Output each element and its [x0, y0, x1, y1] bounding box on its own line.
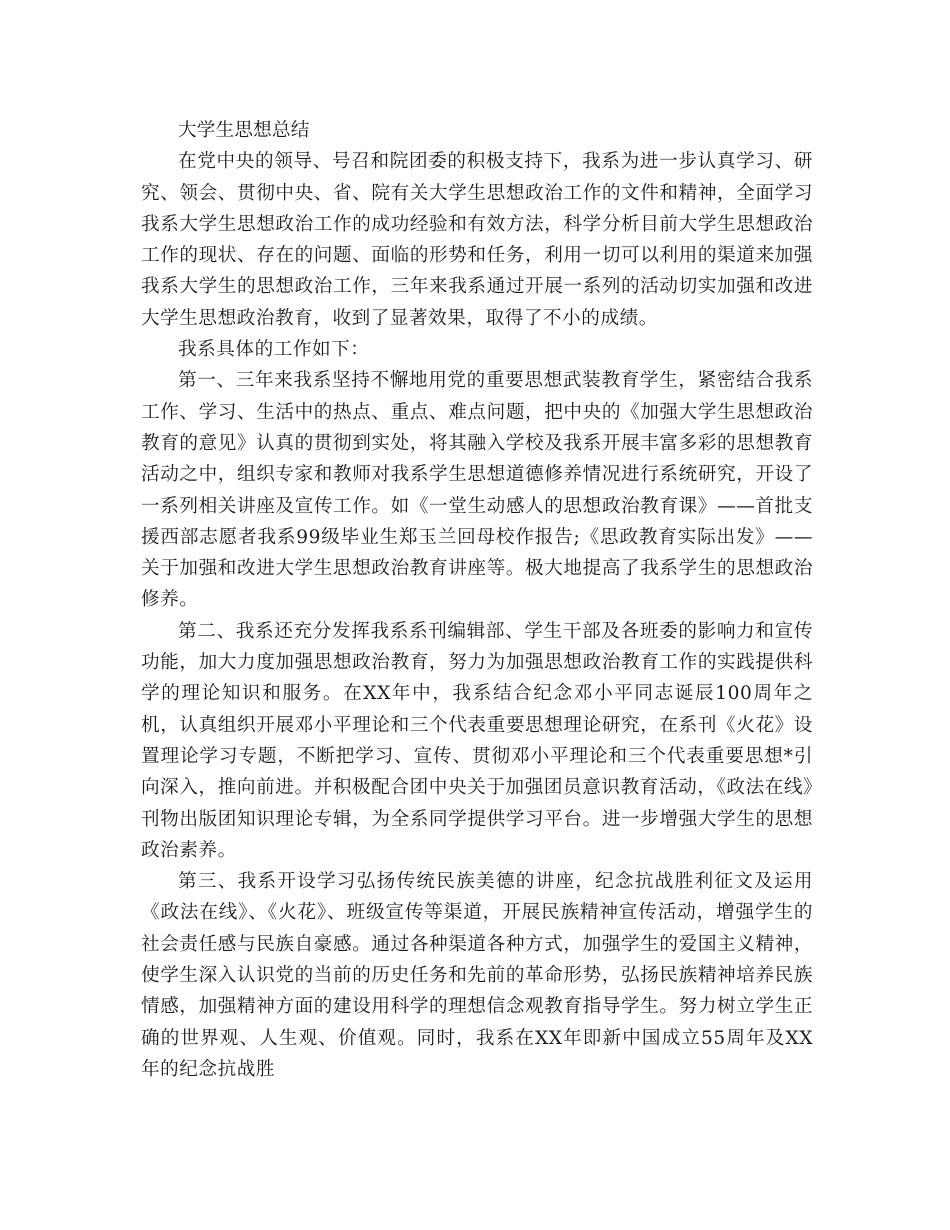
document-title: 大学生思想总结	[178, 120, 310, 141]
document-page	[141, 115, 813, 1085]
paragraph-intro: 在党中央的领导、号召和院团委的积极支持下，我系为进一步认真学习、研究、领会、贯彻中央、省、院有关大学生思想政治工作的文件和精神，全面学习我系大学生思想政治工作的成功经验和有效方法，科学分析目前大学生思想政治工作的现状、存在的问题、面临的形势和任务，利用一切可以利用的渠道来加强我系大学生的思想政治工作，三年来我系通过开展一系列的活动切实加强和改进大学生思想政治教育，收到了显著效果，取得了不小的成绩。	[141, 151, 813, 329]
paragraph-second: 第二、我系还充分发挥我系系刊编辑部、学生干部及各班委的影响力和宣传功能，加大力度加强思想政治教育，努力为加强思想政治教育工作的实践提供科学的理论知识和服务。在XX年中，我系结合纪念邓小平同志诞辰100周年之机，认真组织开展邓小平理论和三个代表重要思想理论研究，在系刊《火花》设置理论学习专题，不断把学习、宣传、贯彻邓小平理论和三个代表重要思想*引向深入，推向前进。并积极配合团中央关于加强团员意识教育活动，《政法在线》刊物出版团知识理论专辑，为全系同学提供学习平台。进一步增强大学生的思想政治素养。	[141, 620, 813, 861]
paragraph-third: 第三、我系开设学习弘扬传统民族美德的讲座，纪念抗战胜利征文及运用《政法在线》、《火花》、班级宣传等渠道，开展民族精神宣传活动，增强学生的社会责任感与民族自豪感。通过各种渠道各种方式，加强学生的爱国主义精神，使学生深入认识党的当前的历史任务和先前的革命形势，弘扬民族精神培养民族情感，加强精神方面的建设用科学的理想信念观教育指导学生。努力树立学生正确的世界观、人生观、价值观。同时，我系在XX年即新中国成立55周年及XX年的纪念抗战胜	[141, 871, 813, 1080]
paragraph-first: 第一、三年来我系坚持不懈地用党的重要思想武装教育学生，紧密结合我系工作、学习、生活中的热点、重点、难点问题，把中央的《加强大学生思想政治教育的意见》认真的贯彻到实处，将其融入学校及我系开展丰富多彩的思想教育活动之中，组织专家和教师对我系学生思想道德修养情况进行系统研究，开设了一系列相关讲座及宣传工作。如《一堂生动感人的思想政治教育课》——首批支援西部志愿者我系99级毕业生郑玉兰回母校作报告;《思政教育实际出发》——关于加强和改进大学生思想政治教育讲座等。极大地提高了我系学生的思想政治修养。	[141, 370, 813, 611]
paragraph-work-heading: 我系具体的工作如下：	[178, 339, 370, 361]
